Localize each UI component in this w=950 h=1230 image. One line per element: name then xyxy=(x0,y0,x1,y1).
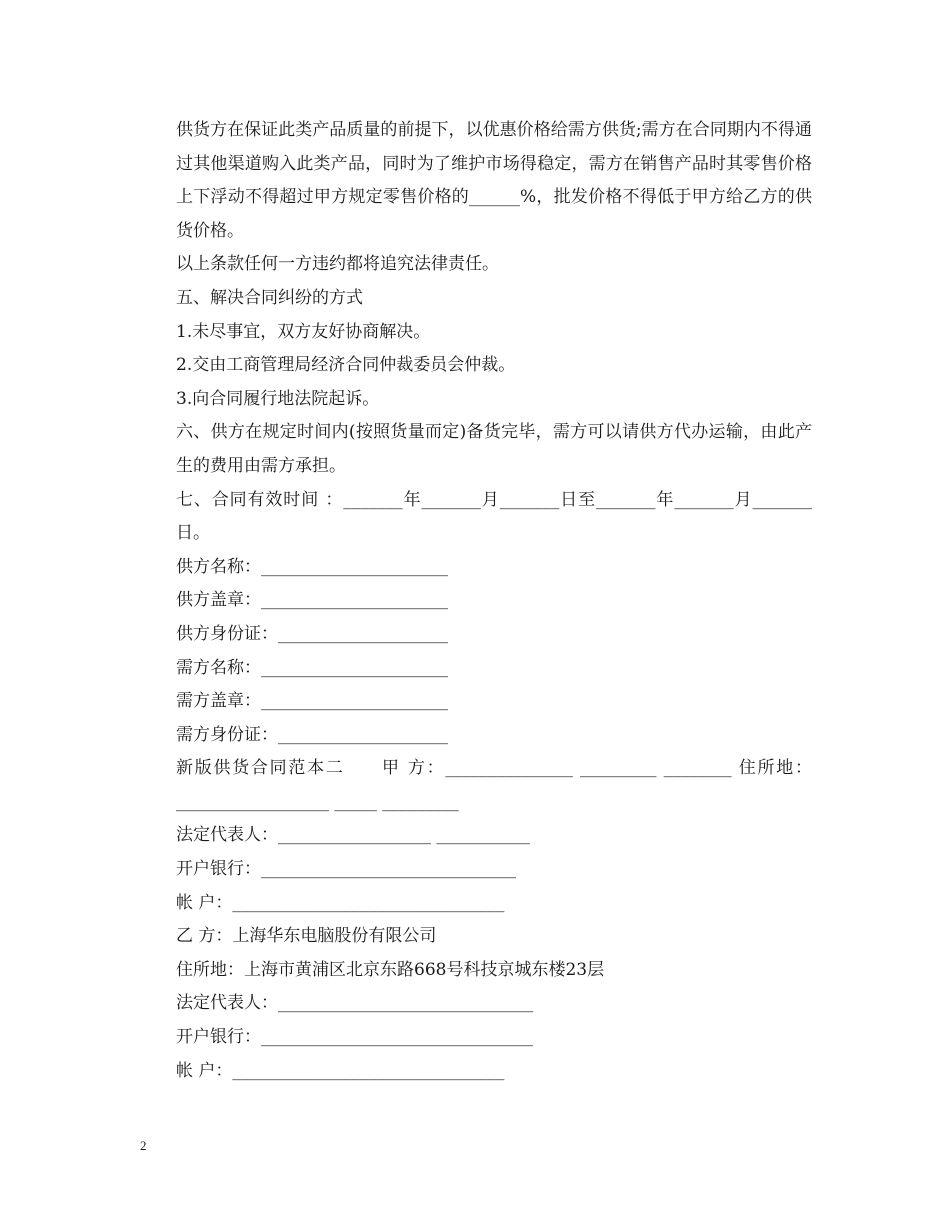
field-party-b-bank: 开户银行：________________________________ xyxy=(176,1027,533,1048)
field-buyer-id: 需方身份证：____________________ xyxy=(176,724,448,745)
list-item-arbitration: 2.交由工商管理局经济合同仲裁委员会仲裁。 xyxy=(176,355,516,376)
paragraph-supply-terms: 供货方在保证此类产品质量的前提下，以优惠价格给需方供货;需方在合同期内不得通过其他渠道购入此类产品，同时为了维护市场得稳定，需方在销售产品时其零售价格上下浮动不得超过甲方规定零售价格的______%，批发价格不得低于甲方给乙方的供货价格。 xyxy=(176,120,812,241)
field-party-b-name: 乙 方：上海华东电脑股份有限公司 xyxy=(176,926,437,947)
document-body xyxy=(140,114,812,1088)
list-item-negotiation: 1.未尽事宜，双方友好协商解决。 xyxy=(176,321,431,342)
field-party-a-representative: 法定代表人：__________________ ___________ xyxy=(176,825,530,846)
field-party-b-address: 住所地：上海市黄浦区北京东路668号科技京城东楼23层 xyxy=(176,959,605,980)
field-party-a-account: 帐 户：________________________________ xyxy=(176,892,505,913)
field-supplier-name: 供方名称：______________________ xyxy=(176,556,448,577)
field-party-b-account: 帐 户：________________________________ xyxy=(176,1060,505,1081)
field-supplier-id: 供方身份证：____________________ xyxy=(176,623,448,644)
field-supplier-seal: 供方盖章：______________________ xyxy=(176,590,448,611)
section-heading-disputes: 五、解决合同纠纷的方式 xyxy=(176,287,363,308)
list-item-litigation: 3.向合同履行地法院起诉。 xyxy=(176,388,380,409)
page-number: 2 xyxy=(140,1138,147,1153)
paragraph-transport: 六、供方在规定时间内(按照货量而定)备货完毕，需方可以请供方代办运输，由此产生的费用由需方承担。 xyxy=(176,422,812,476)
paragraph-liability: 以上条款任何一方违约都将追究法律责任。 xyxy=(176,254,499,275)
field-party-b-representative: 法定代表人：______________________________ xyxy=(176,993,533,1014)
field-party-a-bank: 开户银行：______________________________ xyxy=(176,859,516,880)
paragraph-party-a: 新版供货合同范本二 甲 方：_______________ _________ ________ 住所地：__________________ _____ _________ xyxy=(176,758,812,812)
field-buyer-name: 需方名称：______________________ xyxy=(176,657,448,678)
paragraph-validity-period: 七、合同有效时间 ：_______年_______月_______日至_______年_______月_______日。 xyxy=(176,489,812,544)
field-buyer-seal: 需方盖章：______________________ xyxy=(176,691,448,712)
